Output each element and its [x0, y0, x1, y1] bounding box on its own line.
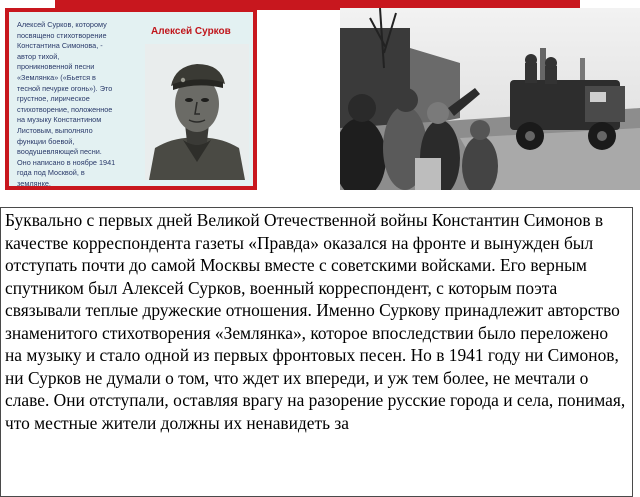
portrait-image	[145, 44, 249, 180]
main-text-box	[0, 207, 633, 497]
surkov-info-card	[5, 8, 257, 190]
card-caption: Алексей Сурков, которому посвящено стихотворение Константина Симонова, - автор тихой, проникновенной песни «Землянка» («Бьется в тесной печурке огонь»). Это грустное, лирическое стихотворение, положенное на музыку Константином Листовым, выполняло функции боевой, воодушевляющей песни. Оно написано в ноябре 1941 года под Москвой, в землянке.	[17, 20, 116, 188]
body-paragraph: Буквально с первых дней Великой Отечественной войны Константин Симонов в качестве корреспондента газеты «Правда» оказался на фронте и вынужден был отступать почти до самой Москвы вместе с советскими войсками. Его верным спутником был Алексей Сурков, военный корреспондент, с которым поэта связывали теплые дружеские отношения. Именно Суркову принадлежит авторство знаменитого стихотворения «Землянка», которое впоследствии было переложено на музыку и стало одной из первых фронтовых песен. Но в 1941 году ни Симонов, ни Сурков не думали о том, что ждет их впереди, и уж тем более, не мечтали о славе. Они отступали, оставляя врагу на разорение русские города и села, понимая, что местные жители должны их ненавидеть за	[5, 210, 626, 433]
card-name-heading: Алексей Сурков	[151, 26, 231, 37]
war-photo	[340, 8, 640, 190]
war-photo-image	[340, 8, 640, 190]
surkov-portrait	[145, 44, 249, 180]
